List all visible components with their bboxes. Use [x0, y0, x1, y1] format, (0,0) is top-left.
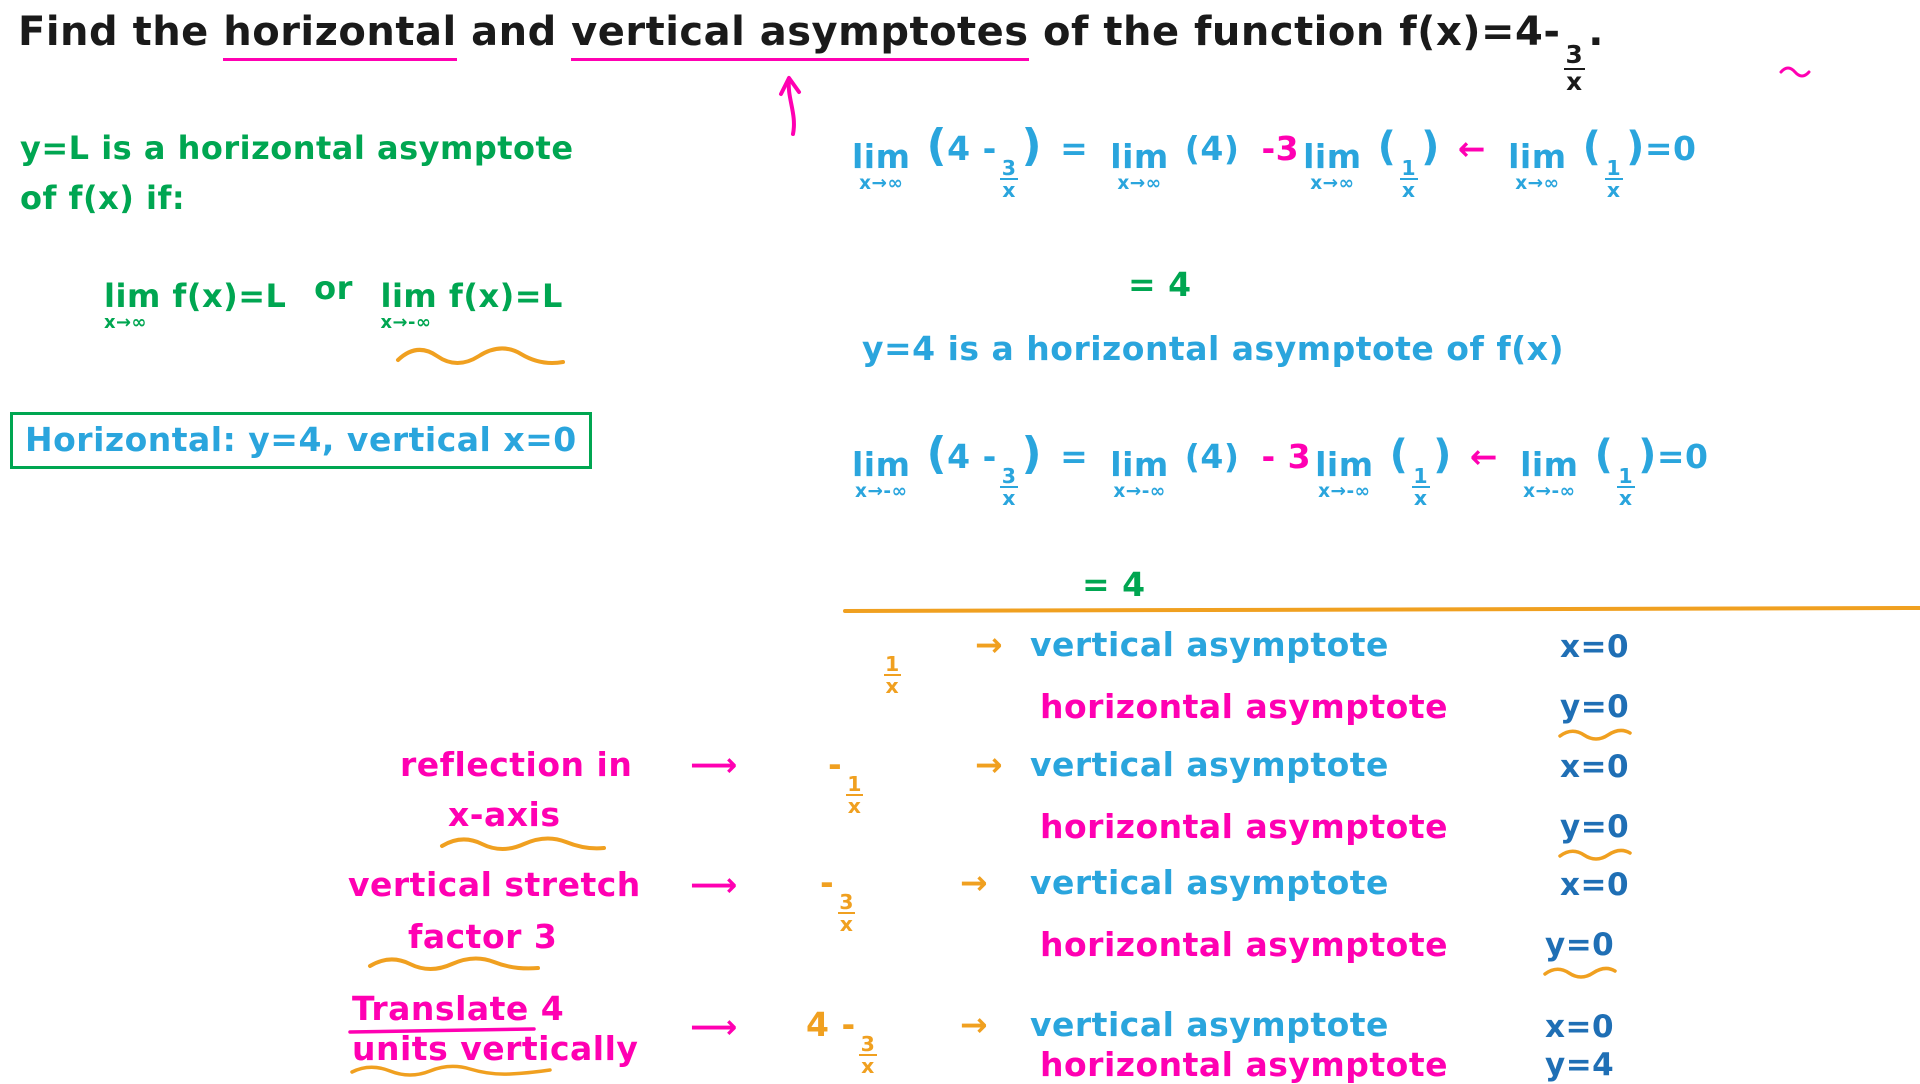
transform-row-2-label2: factor 3 — [408, 917, 558, 956]
transform-row-1-label2: x-axis — [448, 795, 561, 834]
conclusion-horizontal-asymptote: y=4 is a horizontal asymptote of f(x) — [862, 329, 1565, 368]
paren-close-bottom: ) — [1021, 428, 1043, 479]
limit-top-2: lim x→∞ — [1110, 137, 1169, 195]
one-over-x-top: $\frac{1}{x}$ — [1401, 155, 1417, 203]
paren-open-bottom-2: ( — [1389, 432, 1409, 478]
minus-three-top: -3 — [1261, 129, 1300, 168]
definition-limit-minus-infinity: lim f(x)=L x→-∞ — [380, 277, 563, 333]
one-over-x-bottom-2: $\frac{1}{x}$ — [1618, 463, 1634, 511]
transform-row-1-label-arrow: ⟶ — [690, 745, 738, 784]
definition-line-1: y=L is a horizontal asymptote — [20, 129, 574, 167]
four-bottom: (4) — [1184, 437, 1240, 476]
transform-row-1-arrow: → — [975, 745, 1004, 784]
equals-zero-top: =0 — [1644, 129, 1697, 168]
transform-row-0-fraction: $\frac{1}{x}$ — [885, 651, 900, 699]
transform-row-1-fraction: $\frac{1}{x}$ — [847, 771, 862, 819]
transform-row-2-label-arrow: ⟶ — [690, 865, 738, 904]
limit-top-3: lim x→∞ — [1303, 137, 1362, 195]
problem-pre: Find the — [18, 9, 224, 55]
orange-squiggle-row-3-label — [350, 1062, 600, 1080]
transform-row-3-arrow: → — [960, 1005, 989, 1044]
limit-bottom-2: lim x→-∞ — [1110, 445, 1169, 503]
expr-bottom-a: 4 - — [947, 437, 997, 476]
transform-row-0-horizontal: horizontal asymptote — [1040, 687, 1448, 726]
problem-fraction — [1564, 40, 1586, 96]
transform-row-0-arrow: → — [975, 625, 1004, 664]
transform-row-1-vertical: vertical asymptote — [1030, 745, 1389, 784]
orange-squiggle-row-2 — [1543, 964, 1623, 984]
paren-open-top: ( — [926, 120, 948, 171]
problem-fraction-numerator: 3 — [1565, 40, 1584, 69]
equals-top: = — [1060, 129, 1089, 168]
result-top: = 4 — [1128, 265, 1192, 304]
definition-limits — [100, 269, 567, 333]
limit-bottom-3: lim x→-∞ — [1315, 445, 1374, 503]
paren-close-top: ) — [1021, 120, 1043, 171]
magenta-up-arrow — [775, 72, 835, 142]
equals-zero-bottom: =0 — [1656, 437, 1709, 476]
transform-row-2-fraction: $\frac{3}{x}$ — [839, 889, 854, 937]
transform-row-0-expression — [880, 628, 905, 697]
paren-close-bottom-2: ) — [1433, 432, 1452, 478]
transform-row-2-vertical: vertical asymptote — [1030, 863, 1389, 902]
transform-row-2-vertical-value: x=0 — [1560, 867, 1630, 903]
transform-row-2-expression — [820, 863, 859, 937]
limit-work-top — [848, 120, 1697, 203]
transform-row-3-vertical: vertical asymptote — [1030, 1005, 1389, 1044]
transform-row-2-horizontal-value: y=0 — [1545, 927, 1615, 963]
definition-limit-plus-infinity: lim f(x)=L x→∞ — [104, 277, 287, 333]
transform-row-3-sign: 4 - — [806, 1005, 856, 1044]
minus-three-bottom: - 3 — [1261, 437, 1312, 476]
transform-row-2-horizontal: horizontal asymptote — [1040, 925, 1448, 964]
result-bottom: = 4 — [1082, 565, 1146, 604]
transform-row-1-vertical-value: x=0 — [1560, 749, 1630, 785]
transform-row-3-label: Translate 4 — [352, 989, 565, 1028]
answer-box — [10, 412, 592, 469]
transform-row-3-label2: units vertically — [352, 1029, 639, 1068]
arrow-left-top: ← — [1457, 129, 1487, 168]
transform-row-3-fraction: $\frac{3}{x}$ — [860, 1031, 876, 1079]
definition-or: or — [314, 269, 353, 307]
transform-row-3-label-arrow: ⟶ — [690, 1007, 738, 1046]
paren-close-top-2: ) — [1421, 124, 1440, 170]
problem-post: of the function f(x)=4- — [1028, 9, 1561, 55]
paren-open-top-3: ( — [1582, 124, 1602, 170]
expr-bottom-fraction: $\frac{3}{x}$ — [1001, 463, 1017, 511]
paren-close-bottom-3: ) — [1638, 432, 1657, 478]
orange-squiggle-definition — [395, 340, 625, 380]
transform-row-2-sign: - — [820, 863, 835, 902]
paren-open-bottom-3: ( — [1594, 432, 1614, 478]
equals-bottom: = — [1060, 437, 1089, 476]
one-over-x-top-2: $\frac{1}{x}$ — [1606, 155, 1622, 203]
transform-row-1-label: reflection in — [400, 745, 633, 784]
transform-row-3-vertical-value: x=0 — [1545, 1009, 1615, 1045]
definition-line-2: of f(x) if: — [20, 179, 186, 217]
transform-row-2-label: vertical stretch — [348, 865, 641, 904]
transform-row-0-vertical: vertical asymptote — [1030, 625, 1389, 664]
magenta-squiggle-title — [1779, 62, 1839, 86]
transform-row-2-arrow: → — [960, 863, 989, 902]
answer-box-content: Horizontal: y=4, vertical x=0 — [10, 412, 592, 469]
transform-row-1-horizontal: horizontal asymptote — [1040, 807, 1448, 846]
orange-divider-line — [845, 606, 1920, 616]
paren-open-bottom: ( — [926, 428, 948, 479]
problem-period: . — [1588, 9, 1604, 55]
limit-top-4: lim x→∞ — [1508, 137, 1567, 195]
expr-top-fraction: $\frac{3}{x}$ — [1001, 155, 1017, 203]
limit-bottom-4: lim x→-∞ — [1520, 445, 1579, 503]
transform-row-1-sign: - — [828, 745, 843, 784]
transform-row-3-expression — [806, 1005, 880, 1079]
orange-squiggle-row-1-label — [440, 832, 640, 858]
problem-fraction-denominator: x — [1566, 66, 1583, 96]
orange-squiggle-row-0 — [1558, 726, 1638, 746]
problem-horizontal-underlined: horizontal — [223, 9, 456, 61]
limit-work-bottom — [848, 428, 1709, 511]
transform-row-3-horizontal: horizontal asymptote — [1040, 1045, 1448, 1084]
limit-bottom-1: lim x→-∞ — [852, 445, 911, 503]
orange-squiggle-row-1 — [1558, 846, 1638, 866]
transform-row-1-expression — [828, 745, 867, 819]
transform-row-3-horizontal-value: y=4 — [1545, 1047, 1615, 1083]
transform-row-1-horizontal-value: y=0 — [1560, 809, 1630, 845]
arrow-left-bottom: ← — [1469, 437, 1499, 476]
limit-top-1: lim x→∞ — [852, 137, 911, 195]
problem-mid: and — [456, 9, 572, 55]
problem-vertical-underlined: vertical asymptotes — [571, 9, 1028, 61]
one-over-x-bottom: $\frac{1}{x}$ — [1413, 463, 1429, 511]
paren-close-top-3: ) — [1626, 124, 1645, 170]
transform-row-0-vertical-value: x=0 — [1560, 629, 1630, 665]
transform-row-0-horizontal-value: y=0 — [1560, 689, 1630, 725]
paren-open-top-2: ( — [1377, 124, 1397, 170]
orange-squiggle-row-2-label — [368, 952, 578, 978]
expr-top-a: 4 - — [947, 129, 997, 168]
four-top: (4) — [1184, 129, 1240, 168]
